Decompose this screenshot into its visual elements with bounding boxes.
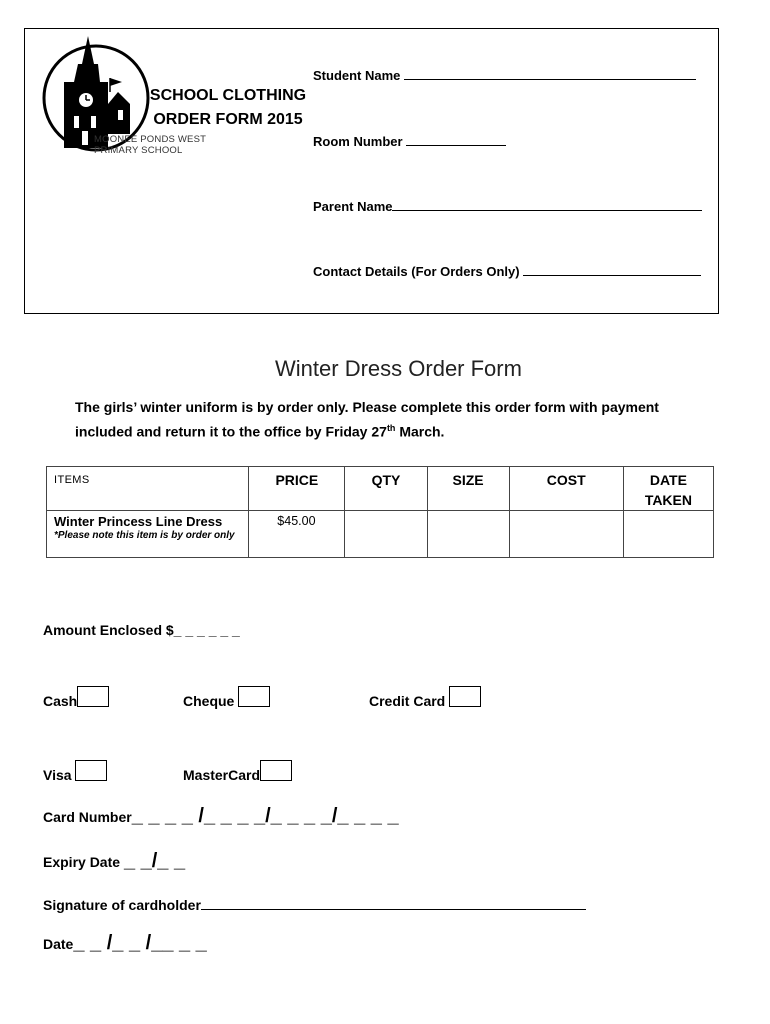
parent-name-label: Parent Name <box>313 199 393 214</box>
student-name-line[interactable] <box>404 66 696 80</box>
signature-field[interactable] <box>43 895 586 913</box>
cash-checkbox[interactable] <box>77 686 109 707</box>
credit-card-checkbox[interactable] <box>449 686 481 707</box>
signature-label: Signature of cardholder <box>43 897 201 913</box>
school-name <box>94 134 206 156</box>
cash-option[interactable] <box>43 686 109 709</box>
expiry-date-field[interactable] <box>43 850 185 873</box>
intro-text <box>75 397 715 443</box>
mastercard-label: MasterCard <box>183 767 261 783</box>
intro-text-main: The girls’ winter uniform is by order only. Please complete this order form with payment included and return it to the office by Friday 27 <box>75 399 659 440</box>
page-title: Winter Dress Order Form <box>275 356 522 381</box>
date-label: Date <box>43 936 74 952</box>
cheque-checkbox[interactable] <box>238 686 270 707</box>
item-cell <box>47 511 249 558</box>
price-cell <box>249 511 345 558</box>
card-number-mask[interactable]: _ _ _ _ /_ _ _ _/_ _ _ _/_ _ _ _ <box>131 805 399 827</box>
amount-enclosed-field[interactable]: Amount Enclosed $_ _ _ _ _ _ <box>43 622 240 638</box>
table-row <box>47 511 714 558</box>
mastercard-checkbox[interactable] <box>260 760 292 781</box>
table-header-row <box>47 467 714 511</box>
date-field[interactable] <box>43 932 207 955</box>
visa-label: Visa <box>43 767 76 783</box>
mastercard-option[interactable] <box>183 760 292 783</box>
room-number-line[interactable] <box>406 132 506 146</box>
date-taken-header-line2: TAKEN <box>644 492 692 508</box>
price-header: PRICE <box>249 467 345 511</box>
card-number-field[interactable] <box>43 805 399 828</box>
signature-line[interactable] <box>201 895 586 910</box>
room-number-label: Room Number <box>313 134 407 149</box>
visa-checkbox[interactable] <box>75 760 107 781</box>
date-taken-cell[interactable] <box>623 511 713 558</box>
form-heading-line1: SCHOOL CLOTHING <box>149 87 307 104</box>
size-cell[interactable] <box>427 511 509 558</box>
item-note: *Please note this item is by order only <box>54 530 235 541</box>
school-name-line1: MOONEE PONDS WEST <box>94 134 207 145</box>
price-value: $45.00 <box>277 514 316 528</box>
cheque-label: Cheque <box>183 693 235 709</box>
credit-card-option[interactable] <box>369 686 481 709</box>
intro-text-sup: th <box>386 423 396 433</box>
school-name-line2: PRIMARY SCHOOL <box>94 145 183 156</box>
contact-details-line[interactable] <box>523 262 701 276</box>
contact-details-field[interactable] <box>313 262 701 279</box>
parent-name-field[interactable] <box>313 197 702 214</box>
date-taken-header <box>623 467 713 511</box>
cost-cell[interactable] <box>509 511 623 558</box>
expiry-date-label: Expiry Date <box>43 854 124 870</box>
cash-label: Cash <box>43 693 78 709</box>
item-name: Winter Princess Line Dress <box>54 514 223 529</box>
room-number-field[interactable] <box>313 132 506 149</box>
order-table <box>46 466 714 558</box>
credit-card-label: Credit Card <box>369 693 450 709</box>
qty-cell[interactable] <box>345 511 427 558</box>
student-name-field[interactable] <box>313 66 696 83</box>
expiry-date-mask[interactable]: _ _/_ _ <box>123 850 186 872</box>
parent-name-line[interactable] <box>392 197 702 211</box>
cost-header: COST <box>509 467 623 511</box>
form-heading-line2: ORDER FORM 2015 <box>153 111 303 128</box>
date-taken-header-line1: DATE <box>649 472 687 488</box>
items-header: ITEMS <box>47 467 249 511</box>
form-heading <box>140 84 316 132</box>
intro-text-end: March. <box>395 423 445 440</box>
card-number-label: Card Number <box>43 809 132 825</box>
size-header: SIZE <box>427 467 509 511</box>
visa-option[interactable] <box>43 760 107 783</box>
qty-header: QTY <box>345 467 427 511</box>
student-name-label: Student Name <box>313 68 405 83</box>
contact-details-label: Contact Details (For Orders Only) <box>313 264 524 279</box>
date-mask[interactable]: _ _ /_ _ /__ _ _ <box>73 932 207 954</box>
cheque-option[interactable] <box>183 686 270 709</box>
